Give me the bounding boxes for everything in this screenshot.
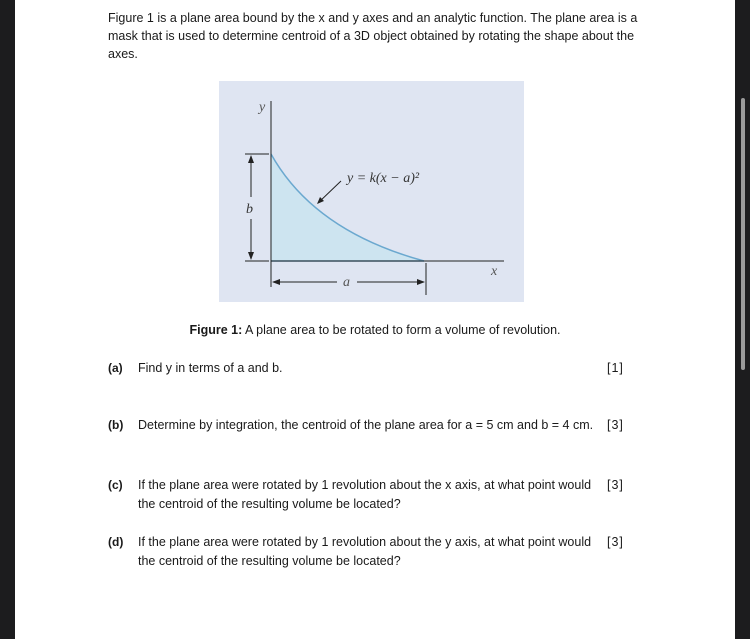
x-axis-label: x — [491, 264, 498, 279]
a-arrow-left — [272, 279, 280, 285]
question-marks: [3] — [607, 535, 624, 549]
intro-paragraph: Figure 1 is a plane area bound by the x and y axes and an analytic function. The plane area is a mask that is used to determine centroid of a 3D object obtained by rotating the shape about the axes. — [108, 11, 638, 61]
caption-text: A plane area to be rotated to form a volume of revolution. — [242, 323, 561, 337]
curve-equation: y = k(x − a)² — [347, 171, 420, 186]
question-label: (c) — [108, 478, 123, 492]
figure-1 — [219, 81, 524, 302]
question-text: If the plane area were rotated by 1 revolution about the y axis, at what point would the centroid of the resulting volume be located? — [138, 535, 592, 568]
a-arrow-right — [417, 279, 425, 285]
dimension-a-label: a — [343, 275, 350, 290]
question-label: (a) — [108, 361, 123, 375]
figure-diagram — [219, 81, 524, 302]
question-marks: [3] — [607, 418, 624, 432]
question-text: Find y in terms of a and b. — [138, 361, 283, 375]
caption-label: Figure 1: — [189, 323, 243, 337]
b-arrow-top — [248, 155, 254, 163]
question-label: (b) — [108, 418, 124, 432]
left-margin-bar — [0, 0, 15, 639]
question-label: (d) — [108, 535, 124, 549]
question-text: Determine by integration, the centroid of the plane area for a = 5 cm and b = 4 cm. — [138, 418, 594, 432]
question-marks: [1] — [607, 361, 624, 375]
figure-caption — [0, 323, 750, 337]
question-marks: [3] — [607, 478, 624, 492]
dimension-b-label: b — [246, 202, 253, 217]
question-text: If the plane area were rotated by 1 revolution about the x axis, at what point would the centroid of the resulting volume be located? — [138, 478, 592, 511]
b-arrow-bottom — [248, 252, 254, 260]
y-axis-label: y — [259, 100, 266, 115]
